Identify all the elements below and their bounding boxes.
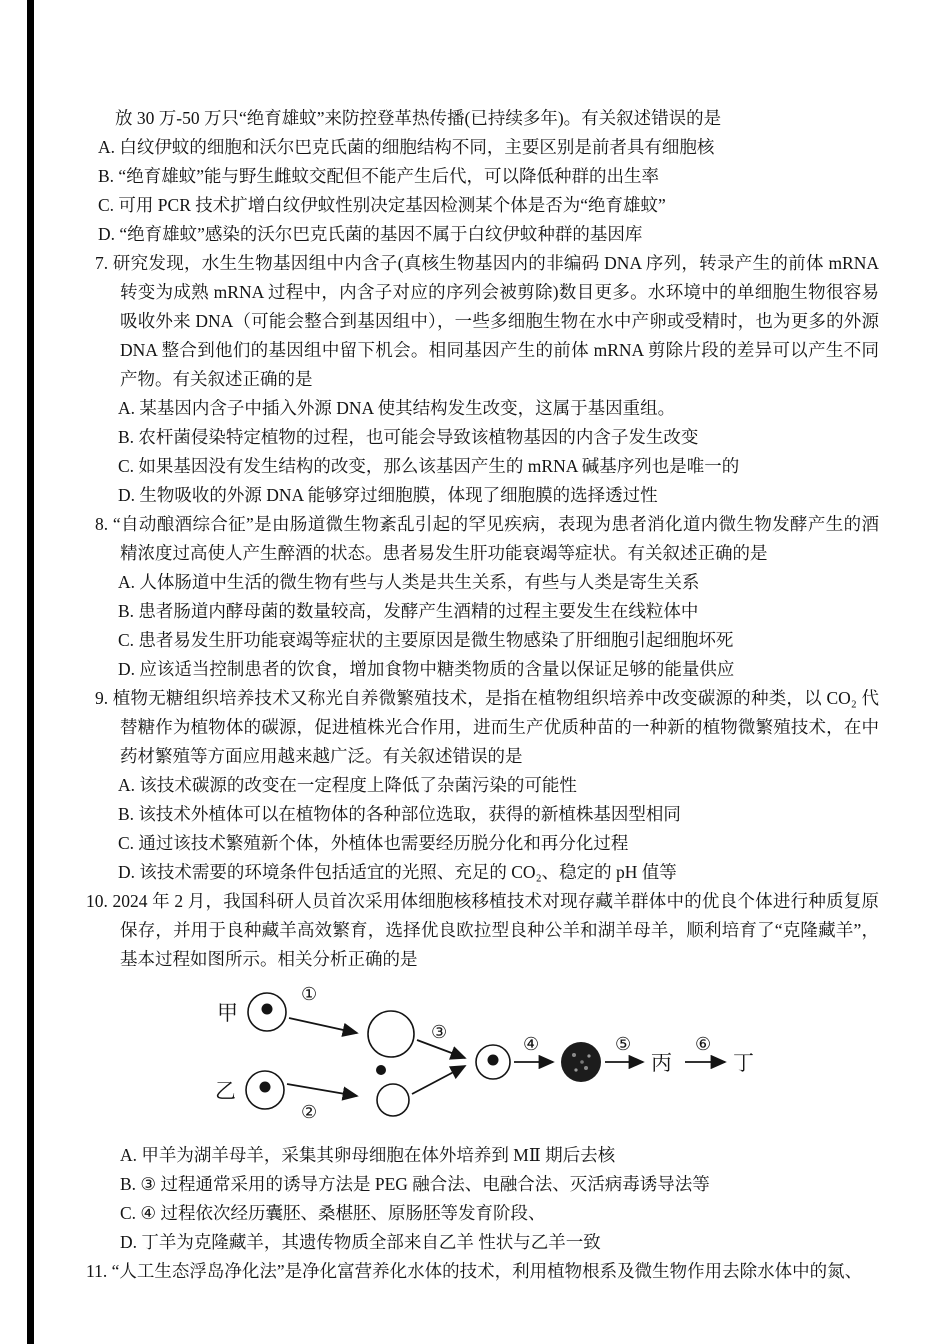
option-d: D. “绝育雄蚊”感染的沃尔巴克氏菌的基因不属于白纹伊蚊种群的基因库 xyxy=(98,224,643,244)
option-b: B. ③ 过程通常采用的诱导方法是 PEG 融合法、电融合法、灭活病毒诱导法等 xyxy=(120,1174,710,1194)
question-text: “人工生态浮岛净化法”是净化富营养化水体的技术，利用植物根系及微生物作用去除水体中的氮、 xyxy=(111,1261,863,1281)
option-a: A. 甲羊为湖羊母羊，采集其卵母细胞在体外培养到 MⅡ 期后去核 xyxy=(120,1145,616,1165)
enucleated-egg-cell xyxy=(368,1011,414,1057)
question-6-continuation xyxy=(95,104,879,249)
option-d: D. 该技术需要的环境条件包括适宜的光照、充足的 CO₂、稳定的 pH 值等 xyxy=(118,862,677,882)
option-b: B. “绝育雄蚊”能与野生雌蚊交配但不能产生后代，可以降低种群的出生率 xyxy=(98,166,659,186)
question-stem xyxy=(95,684,879,771)
step-3-label: ③ xyxy=(431,1022,448,1043)
embryo-texture xyxy=(572,1053,576,1057)
question-stem-continuation: 放 30 万-50 万只“绝育雄蚊”来防控登革热传播(已持续多年)。有关叙述错误的是 xyxy=(115,108,722,128)
question-text: “自动酿酒综合征”是由肠道微生物紊乱引起的罕见疾病，表现为患者消化道内微生物发酵产生的酒精浓度过高使人产生醉酒的状态。患者易发生肝功能衰竭等症状。有关叙述正确的是 xyxy=(112,514,879,563)
reconstructed-cell-nucleus xyxy=(488,1055,499,1066)
step-1-label: ① xyxy=(301,984,318,1005)
question-7 xyxy=(95,249,879,510)
question-stem xyxy=(95,510,879,568)
removed-nucleus xyxy=(376,1065,386,1075)
question-10 xyxy=(86,887,880,1257)
option-c: C. 通过该技术繁殖新个体，外植体也需要经历脱分化和再分化过程 xyxy=(118,833,629,853)
question-stem xyxy=(86,887,880,974)
step-5-label: ⑤ xyxy=(615,1034,632,1055)
option-a: A. 该技术碳源的改变在一定程度上降低了杂菌污染的可能性 xyxy=(118,775,577,795)
question-number: 7. xyxy=(95,253,109,273)
embryo-texture xyxy=(584,1066,588,1070)
question-9 xyxy=(95,684,879,887)
somatic-donor-nucleus xyxy=(260,1082,271,1093)
option-c: C. 如果基因没有发生结构的改变，那么该基因产生的 mRNA 碱基序列也是唯一的 xyxy=(118,456,740,476)
question-8 xyxy=(95,510,879,684)
cloning-process-diagram xyxy=(213,978,773,1128)
option-d: D. 丁羊为克隆藏羊，其遗传物质全部来自乙羊 性状与乙羊一致 xyxy=(120,1232,601,1252)
question-number: 10. xyxy=(86,891,108,911)
option-a: A. 人体肠道中生活的微生物有些与人类是共生关系，有些与人类是寄生关系 xyxy=(118,572,700,592)
question-text: 植物无糖组织培养技术又称光自养微繁殖技术，是指在植物组织培养中改变碳源的种类，以 CO₂ 代替糖作为植物体的碳源，促进植株光合作用，进而生产优质种苗的一种新的植物微繁殖技术，在中药材繁殖等方面应用越来越广泛。有关叙述错误的是 xyxy=(112,688,879,766)
option-d: D. 生物吸收的外源 DNA 能够穿过细胞膜，体现了细胞膜的选择透过性 xyxy=(118,485,658,505)
exam-page-content xyxy=(86,104,880,1286)
label-bing: 丙 xyxy=(651,1051,672,1075)
label-ding: 丁 xyxy=(733,1051,754,1075)
embryo-texture xyxy=(580,1060,584,1064)
donor-cell-prepared xyxy=(377,1084,409,1116)
label-yi: 乙 xyxy=(215,1079,236,1103)
embryo-texture xyxy=(587,1054,590,1057)
question-text: 研究发现，水生生物基因组中内含子(真核生物基因内的非编码 DNA 序列，转录产生的前体 mRNA 转变为成熟 mRNA 过程中，内含子对应的序列会被剪除)数目更多。水环境中的单细胞生物很容易吸收外来 DNA（可能会整合到基因组中），一些多细胞生物在水中产卵或受精时，也为更多的外源 DNA 整合到他们的基因组中留下机会。相同基因产生的前体 mRNA 剪除片段的差异可以产生不同产物。有关叙述正确的是 xyxy=(112,253,880,389)
question-11 xyxy=(86,1257,879,1286)
question-stem xyxy=(95,249,879,394)
option-b: B. 患者肠道内酵母菌的数量较高，发酵产生酒精的过程主要发生在线粒体中 xyxy=(118,601,699,621)
option-a: A. 某基因内含子中插入外源 DNA 使其结构发生改变，这属于基因重组。 xyxy=(118,398,676,418)
question-number: 8. xyxy=(95,514,109,534)
arrow-fusion-bottom xyxy=(412,1066,465,1094)
option-d: D. 应该适当控制患者的饮食，增加食物中糖类物质的含量以保证足够的能量供应 xyxy=(118,659,735,679)
step-2-label: ② xyxy=(301,1102,318,1123)
embryo-texture xyxy=(574,1068,577,1071)
cloning-diagram-container xyxy=(95,974,879,1141)
question-number: 11. xyxy=(86,1261,108,1281)
egg-donor-nucleus xyxy=(262,1004,273,1015)
question-number: 9. xyxy=(95,688,109,708)
option-b: B. 农杆菌侵染特定植物的过程，也可能会导致该植物基因的内含子发生改变 xyxy=(118,427,699,447)
scan-edge-artifact xyxy=(27,0,34,1344)
arrow-step-1 xyxy=(289,1018,357,1033)
label-jia: 甲 xyxy=(217,1001,238,1025)
option-c: C. ④ 过程依次经历囊胚、桑椹胚、原肠胚等发育阶段、 xyxy=(120,1203,546,1223)
question-text: 2024 年 2 月，我国科研人员首次采用体细胞核移植技术对现存藏羊群体中的优良个体进行种质复原保存，并用于良种藏羊高效繁育，选择优良欧拉型良种公羊和湖羊母羊，顺利培育了“克隆藏羊”，基本过程如图所示。相关分析正确的是 xyxy=(112,891,880,969)
option-b: B. 该技术外植体可以在植物体的各种部位选取，获得的新植株基因型相同 xyxy=(118,804,681,824)
step-6-label: ⑥ xyxy=(695,1034,712,1055)
option-a: A. 白纹伊蚊的细胞和沃尔巴克氏菌的细胞结构不同，主要区别是前者具有细胞核 xyxy=(98,137,715,157)
step-4-label: ④ xyxy=(523,1034,540,1055)
arrow-step-2 xyxy=(287,1084,357,1096)
option-c: C. 患者易发生肝功能衰竭等症状的主要原因是微生物感染了肝细胞引起细胞坏死 xyxy=(118,630,734,650)
question-stem xyxy=(86,1257,879,1286)
option-c: C. 可用 PCR 技术扩增白纹伊蚊性别决定基因检测某个体是否为“绝育雄蚊” xyxy=(98,195,666,215)
